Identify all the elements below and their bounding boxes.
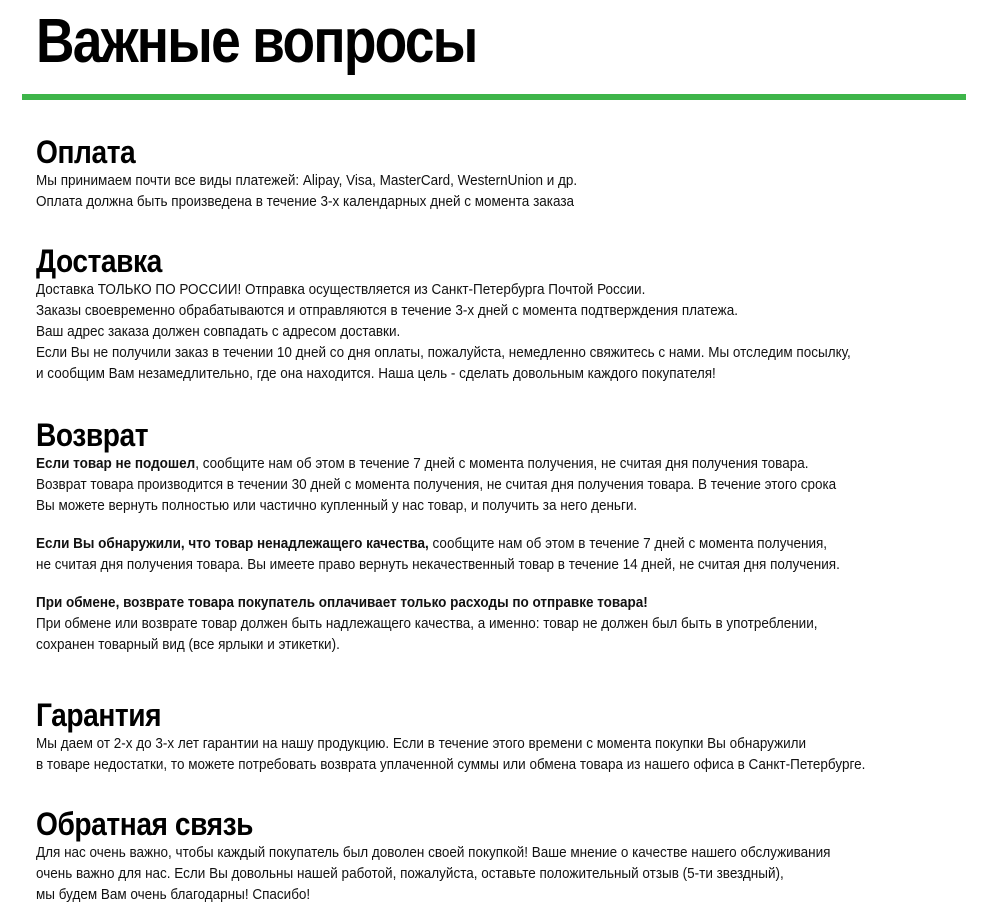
text-line	[36, 474, 873, 495]
text-line	[36, 342, 873, 363]
body-text: и сообщим Вам незамедлительно, где она находится. Наша цель - сделать довольным каждого покупателя!	[36, 365, 716, 382]
paragraph-gap	[36, 516, 966, 533]
paragraph	[36, 533, 966, 575]
body-text: Заказы своевременно обрабатываются и отправляются в течение 3-х дней с момента подтверждения платежа.	[36, 302, 738, 319]
paragraph-gap	[36, 575, 966, 592]
paragraph	[36, 279, 966, 384]
section-feedback	[36, 806, 966, 905]
body-text: Мы даем от 2-х до 3-х лет гарантии на нашу продукцию. Если в течение этого времени с момента покупки Вы обнаружили	[36, 735, 807, 752]
emphasis-text: Если товар не подошел	[36, 455, 196, 472]
body-text: сохранен товарный вид (все ярлыки и этикетки).	[36, 636, 340, 653]
text-line	[36, 279, 873, 300]
section-heading-payment: Оплата	[36, 134, 136, 170]
text-line	[36, 613, 873, 634]
page-title: Важные вопросы	[36, 7, 477, 76]
text-line	[36, 634, 873, 655]
text-line	[36, 533, 873, 554]
body-text: сообщите нам об этом в течение 7 дней с момента получения,	[428, 535, 828, 552]
text-line	[36, 592, 873, 613]
section-returns	[36, 417, 966, 655]
text-line	[36, 191, 873, 212]
text-line	[36, 754, 873, 775]
body-text: не считая дня получения товара. Вы имеете право вернуть некачественный товар в течение 14 дней, не считая дня получения.	[36, 556, 840, 573]
section-heading-returns: Возврат	[36, 417, 149, 453]
body-text: Оплата должна быть произведена в течение 3-х календарных дней с момента заказа	[36, 193, 575, 210]
text-line	[36, 554, 873, 575]
paragraph	[36, 592, 966, 655]
body-text: в товаре недостатки, то можете потребовать возврата уплаченной суммы или обмена товара из нашего офиса в Санкт-Петербурге.	[36, 756, 866, 773]
section-heading-warranty: Гарантия	[36, 697, 162, 733]
text-line	[36, 863, 873, 884]
body-text: , сообщите нам об этом в течение 7 дней с момента получения, не считая дня получения товара.	[195, 455, 809, 472]
section-delivery	[36, 243, 966, 384]
body-text: Вы можете вернуть полностью или частично купленный у нас товар, и получить за него деньги.	[36, 497, 638, 514]
body-text: При обмене или возврате товар должен быть надлежащего качества, а именно: товар не должен был быть в употреблении,	[36, 615, 818, 632]
text-line	[36, 453, 873, 474]
emphasis-text: При обмене, возврате товара покупатель оплачивает только расходы по отправке товара!	[36, 594, 648, 611]
section-payment	[36, 134, 966, 212]
text-line	[36, 842, 873, 863]
text-line	[36, 300, 873, 321]
paragraph	[36, 453, 966, 516]
title-divider	[22, 94, 966, 100]
body-text: мы будем Вам очень благодарны! Спасибо!	[36, 886, 311, 903]
body-text: Для нас очень важно, чтобы каждый покупатель был доволен своей покупкой! Ваше мнение о качестве нашего обслуживания	[36, 844, 831, 861]
text-line	[36, 733, 873, 754]
body-text: Доставка ТОЛЬКО ПО РОССИИ! Отправка осуществляется из Санкт-Петербурга Почтой России.	[36, 281, 646, 298]
text-line	[36, 495, 873, 516]
emphasis-text: Если Вы обнаружили, что товар ненадлежащего качества,	[36, 535, 429, 552]
body-text: очень важно для нас. Если Вы довольны нашей работой, пожалуйста, оставьте положительный отзыв (5-ти звездный),	[36, 865, 784, 882]
text-line	[36, 170, 873, 191]
body-text: Мы принимаем почти все виды платежей: Alipay, Visa, MasterCard, WesternUnion и др.	[36, 172, 578, 189]
paragraph	[36, 842, 966, 905]
section-warranty	[36, 697, 966, 775]
body-text: Ваш адрес заказа должен совпадать с адресом доставки.	[36, 323, 401, 340]
paragraph	[36, 170, 966, 212]
text-line	[36, 321, 873, 342]
body-text: Если Вы не получили заказ в течении 10 дней со дня оплаты, пожалуйста, немедленно свяжитесь с нами. Мы отследим посылку,	[36, 344, 851, 361]
paragraph	[36, 733, 966, 775]
section-heading-feedback: Обратная связь	[36, 806, 254, 842]
section-heading-delivery: Доставка	[36, 243, 162, 279]
text-line	[36, 363, 873, 384]
text-line	[36, 884, 873, 905]
body-text: Возврат товара производится в течении 30 дней с момента получения, не считая дня получения товара. В течение этого срока	[36, 476, 837, 493]
